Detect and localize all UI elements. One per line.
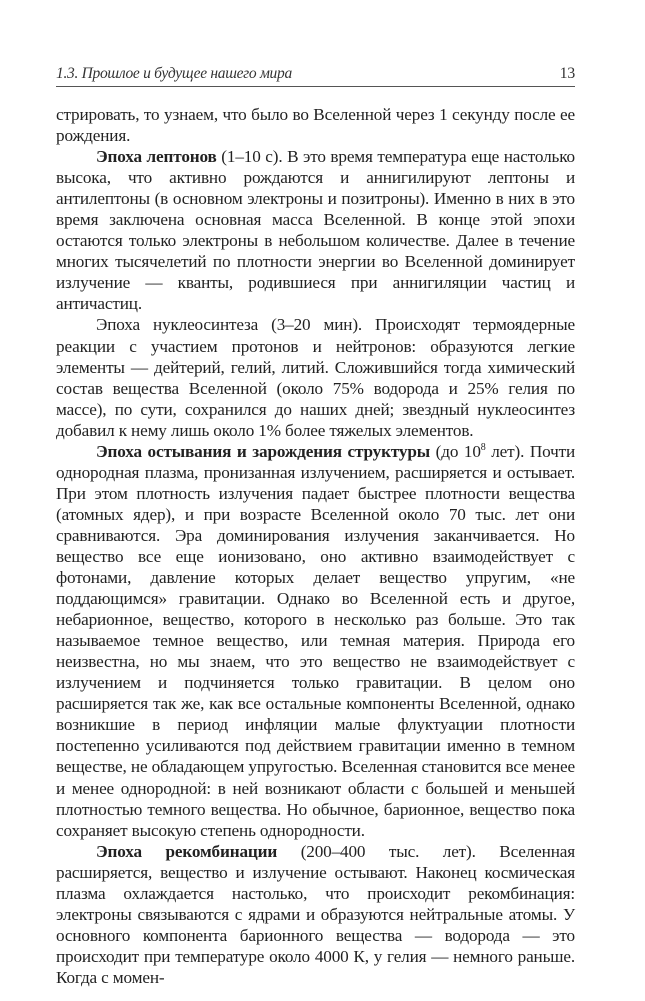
exponent: 8 bbox=[480, 441, 486, 453]
paragraph-lead: Эпоха остывания и зарождения структуры bbox=[96, 441, 431, 461]
paragraph-text-pre: (до 10 bbox=[430, 441, 481, 461]
paragraph-lead: Эпоха лептонов bbox=[96, 147, 217, 167]
page-number: 13 bbox=[559, 65, 575, 82]
paragraph-lepton-epoch bbox=[56, 146, 575, 314]
paragraph-recombination-epoch bbox=[56, 841, 575, 988]
paragraph-text: Эпоха нуклеосинтеза (3–20 мин). Происходят термоядерные реакции с участием протонов и нейтронов: образуются легкие элементы — дейтерий, гелий, литий. Сложившийся тогда химический состав вещества Вселенной (около 75% водорода и 25% гелия по массе), по сути, сохранился до наших дней; звездный нуклеосинтез добавил к нему лишь около 1% более тяжелых элементов. bbox=[56, 315, 575, 440]
paragraph-lead: Эпоха рекомбинации bbox=[96, 841, 278, 861]
paragraph-text: (200–400 тыс. лет). Вселенная расширяется, вещество и излучение остывают. Наконец космическая плазма охлаждается настолько, что происходит рекомбинация: электроны связываются с ядрами и образуются нейтральные атомы. У основного компонента барионного вещества — водорода — это происходит при температуре около 4000 К, у гелия — немного раньше. Когда с момен- bbox=[56, 841, 575, 987]
paragraph-text: лет). Почти однородная плазма, пронизанная излучением, расширяется и остывает. При этом плотность излучения падает быстрее плотности вещества (атомных ядер), и при возрасте Вселенной около 70 тыс. лет они сравниваются. Эра доминирования излучения заканчивается. Но вещество все еще ионизовано, оно активно взаимодействует с фотонами, давление которых делает вещество упругим, «не поддающимся» гравитации. Однако во Вселенной есть и другое, небарионное, вещество, которого в несколько раз больше. Это так называемое темное вещество, или темная материя. Природа его неизвестна, но мы знаем, что это вещество не взаимодействует с излучением и подчиняется только гравитации. В целом оно расширяется так же, как все остальные компоненты Вселенной, однако возникшие в период инфляции малые флуктуации плотности постепенно усиливаются под действием гравитации именно в темном веществе, не обладающем упругостью. Вселенная становится все менее и менее однородной: в ней возникают области с большей и меньшей плотностью темного вещества. Но обычное, барионное, вещество пока сохраняет высокую степень однородности. bbox=[56, 441, 576, 840]
paragraph-cooling-epoch bbox=[56, 441, 575, 841]
paragraph-continuation bbox=[56, 104, 575, 146]
chapter-title: 1.3. Прошлое и будущее нашего мира bbox=[56, 65, 292, 82]
body-text bbox=[56, 104, 575, 988]
paragraph-text: (1–10 с). В это время температура еще настолько высока, что активно рождаются и аннигилируют лептоны и антилептоны (в основном электроны и позитроны). Именно в них в это время заключена основная масса Вселенной. В конце этой эпохи остаются только электроны в небольшом количестве. Далее в течение многих тысячелетий по плотности энергии во Вселенной доминирует излучение — кванты, родившиеся при аннигиляции частиц и античастиц. bbox=[56, 147, 575, 314]
paragraph-nucleosynthesis-epoch bbox=[56, 314, 575, 440]
paragraph-text: стрировать, то узнаем, что было во Вселенной через 1 секунду после ее рождения. bbox=[56, 105, 575, 146]
running-head bbox=[56, 64, 575, 87]
